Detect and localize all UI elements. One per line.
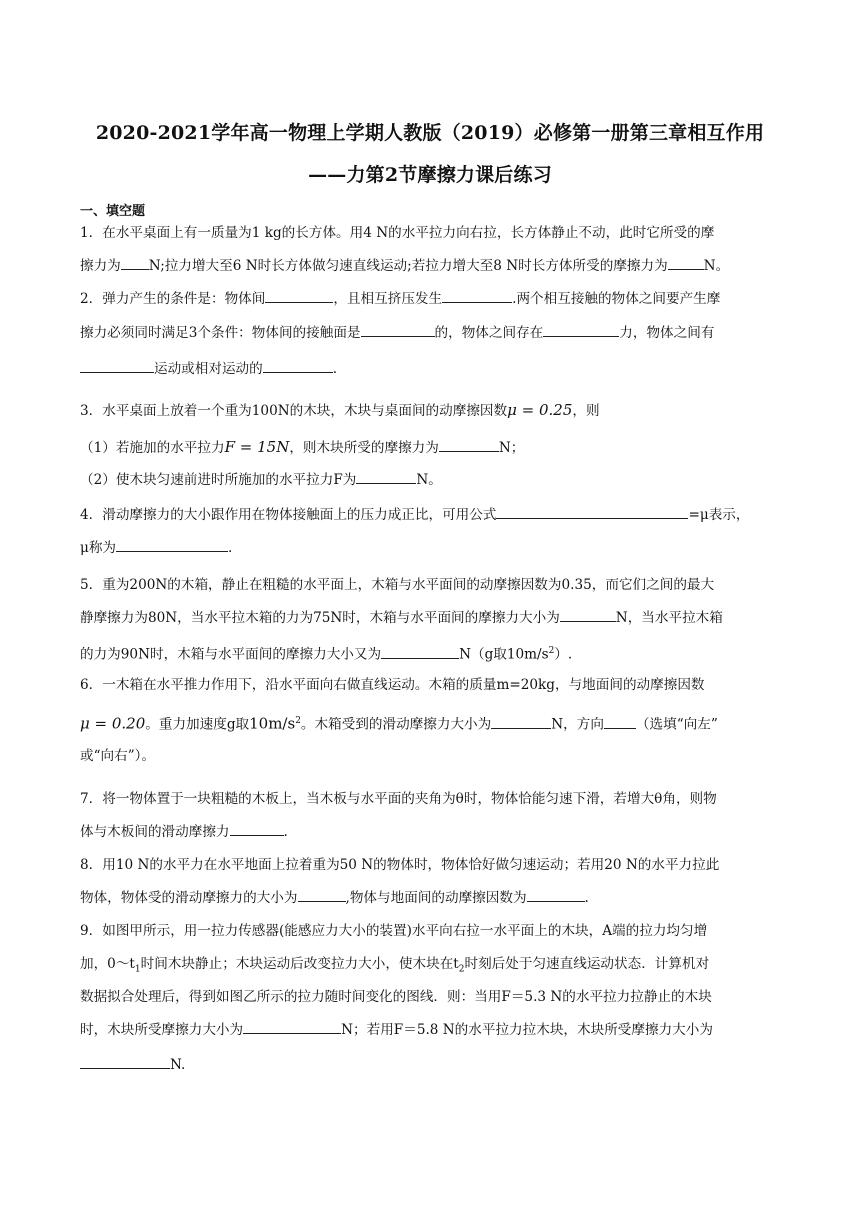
q6-blank-2[interactable] — [604, 716, 636, 729]
q9-line-2: 加，$0\sim t_1$时间木块静止；木块运动后改变拉力大小，使木块在$t_2$时刻后处于匀速直线运动状态．计算机对 — [80, 956, 710, 975]
q8-line-2: 物体，物体受的滑动摩擦力的大小为 ,物体与地面间的动摩擦因数为 . — [80, 890, 589, 906]
q5-line-1: 5．重为200N的木箱，静止在粗糙的水平面上，木箱与水平面间的动摩擦因数为0.35，而它们之间的最大 — [80, 577, 715, 593]
q9-line-1: 9．如图甲所示，用一拉力传感器(能感应力大小的装置)水平向右拉一水平面上的木块，A端的拉力均匀增 — [80, 923, 708, 939]
q6-line-2: μ = 0.20。重力加速度g取$10m/s^2$。木箱受到的滑动摩擦力大小为 N，方向 （选填“向左” — [80, 714, 718, 733]
q5-line-2: 静摩擦力为80N，当水平拉木箱的力为75N时，木箱与水平面间的摩擦力大小为 N，当水平拉木箱 — [80, 610, 723, 626]
q9-blank-2[interactable] — [80, 1056, 170, 1069]
q2-blank-3[interactable] — [361, 324, 435, 337]
q1-blank-2[interactable] — [668, 257, 704, 270]
q4-line-2: μ称为 . — [80, 540, 233, 556]
q2-line-3: 运动或相对运动的 . — [80, 360, 780, 378]
q7-line-2: 体与木板间的滑动摩擦力 . — [80, 824, 288, 840]
q8-line-1: 8．用10 N的水平力在水平地面上拉着重为50 N的物体时，物体恰好做匀速运动；若用20 N的水平力拉此 — [80, 857, 720, 873]
q4-blank-2[interactable] — [116, 539, 228, 552]
q4-line-1: 4．滑动摩擦力的大小跟作用在物体接触面上的压力成正比，可用公式 =μ表示， — [80, 507, 750, 523]
q3-blank-1[interactable] — [439, 439, 499, 452]
q6-line-1: 6．一木箱在水平推力作用下，沿水平面向右做直线运动。木箱的质量m=20kg，与地面间的动摩擦因数 — [80, 677, 705, 693]
q2-blank-6[interactable] — [263, 360, 333, 373]
q9-line-3: 数据拟合处理后，得到如图乙所示的拉力随时间变化的图线．则：当用F＝5.3 N的水平拉力拉静止的木块 — [80, 989, 712, 1005]
q9-blank-1[interactable] — [243, 1021, 341, 1034]
q2-blank-5[interactable] — [80, 360, 154, 373]
q3-blank-2[interactable] — [356, 471, 416, 484]
q2-blank-1[interactable] — [265, 290, 333, 303]
q3-line-3: （2）使木块匀速前进时所施加的水平拉力F为 N。 — [80, 472, 442, 488]
q3-line-2: （1）若施加的水平拉力F = 15N，则木块所受的摩擦力为 N； — [80, 438, 525, 456]
q8-blank-2[interactable] — [527, 889, 585, 902]
force-formula: F = 15N — [224, 438, 290, 456]
q2-blank-4[interactable] — [543, 324, 619, 337]
q2-line-1: 2．弹力产生的条件是：物体间 ，且相互挤压发生 .两个相互接触的物体之间要产生摩 — [80, 291, 721, 307]
q6-line-3: 或“向右”）。 — [80, 748, 156, 764]
q8-blank-1[interactable] — [298, 889, 346, 902]
mu-formula: μ = 0.25 — [507, 401, 573, 419]
q1-blank-1[interactable] — [121, 257, 149, 270]
q1-line-1: 1．在水平桌面上有一质量为1 kg的长方体。用4 N的水平拉力向右拉，长方体静止不动，此时它所受的摩 — [80, 225, 715, 241]
q5-line-3: 的力为90N时，木箱与水平面间的摩擦力大小又为 N（g取$10m/s^2$）. — [80, 646, 573, 663]
mu-formula-2: μ = 0.20 — [80, 714, 146, 733]
section-heading: 一、填空题 — [80, 204, 146, 219]
document-title-line-1: 2020-2021学年高一物理上学期人教版（2019）必修第一册第三章相互作用 — [95, 122, 765, 144]
q5-blank-1[interactable] — [560, 609, 616, 622]
q7-blank-1[interactable] — [230, 823, 284, 836]
q3-line-1: 3．水平桌面上放着一个重为100N的木块，木块与桌面间的动摩擦因数μ = 0.25，则 — [80, 401, 600, 419]
q6-blank-1[interactable] — [491, 716, 551, 729]
q7-line-1: 7．将一物体置于一块粗糙的木板上，当木板与水平面的夹角为θ时，物体恰能匀速下滑，若增大θ角，则物 — [80, 791, 717, 807]
q2-blank-2[interactable] — [442, 290, 512, 303]
document-title-line-2: ——力第2节摩擦力课后练习 — [308, 164, 552, 186]
q4-blank-1[interactable] — [496, 506, 688, 519]
q9-line-5: N. — [80, 1056, 780, 1074]
q2-line-2: 擦力必须同时满足3个条件：物体间的接触面是 的，物体之间存在 力，物体之间有 — [80, 325, 715, 341]
q1-line-2: 擦力为 N;拉力增大至6 N时长方体做匀速直线运动;若拉力增大至8 N时长方体所受的摩擦力为 N。 — [80, 258, 730, 274]
gravity-formula: 10m/s — [249, 714, 296, 733]
q5-blank-2[interactable] — [381, 646, 459, 659]
q9-line-4: 时，木块所受摩擦力大小为 N；若用F＝5.8 N的水平拉力拉木块，木块所受摩擦力大小为 — [80, 1022, 713, 1038]
